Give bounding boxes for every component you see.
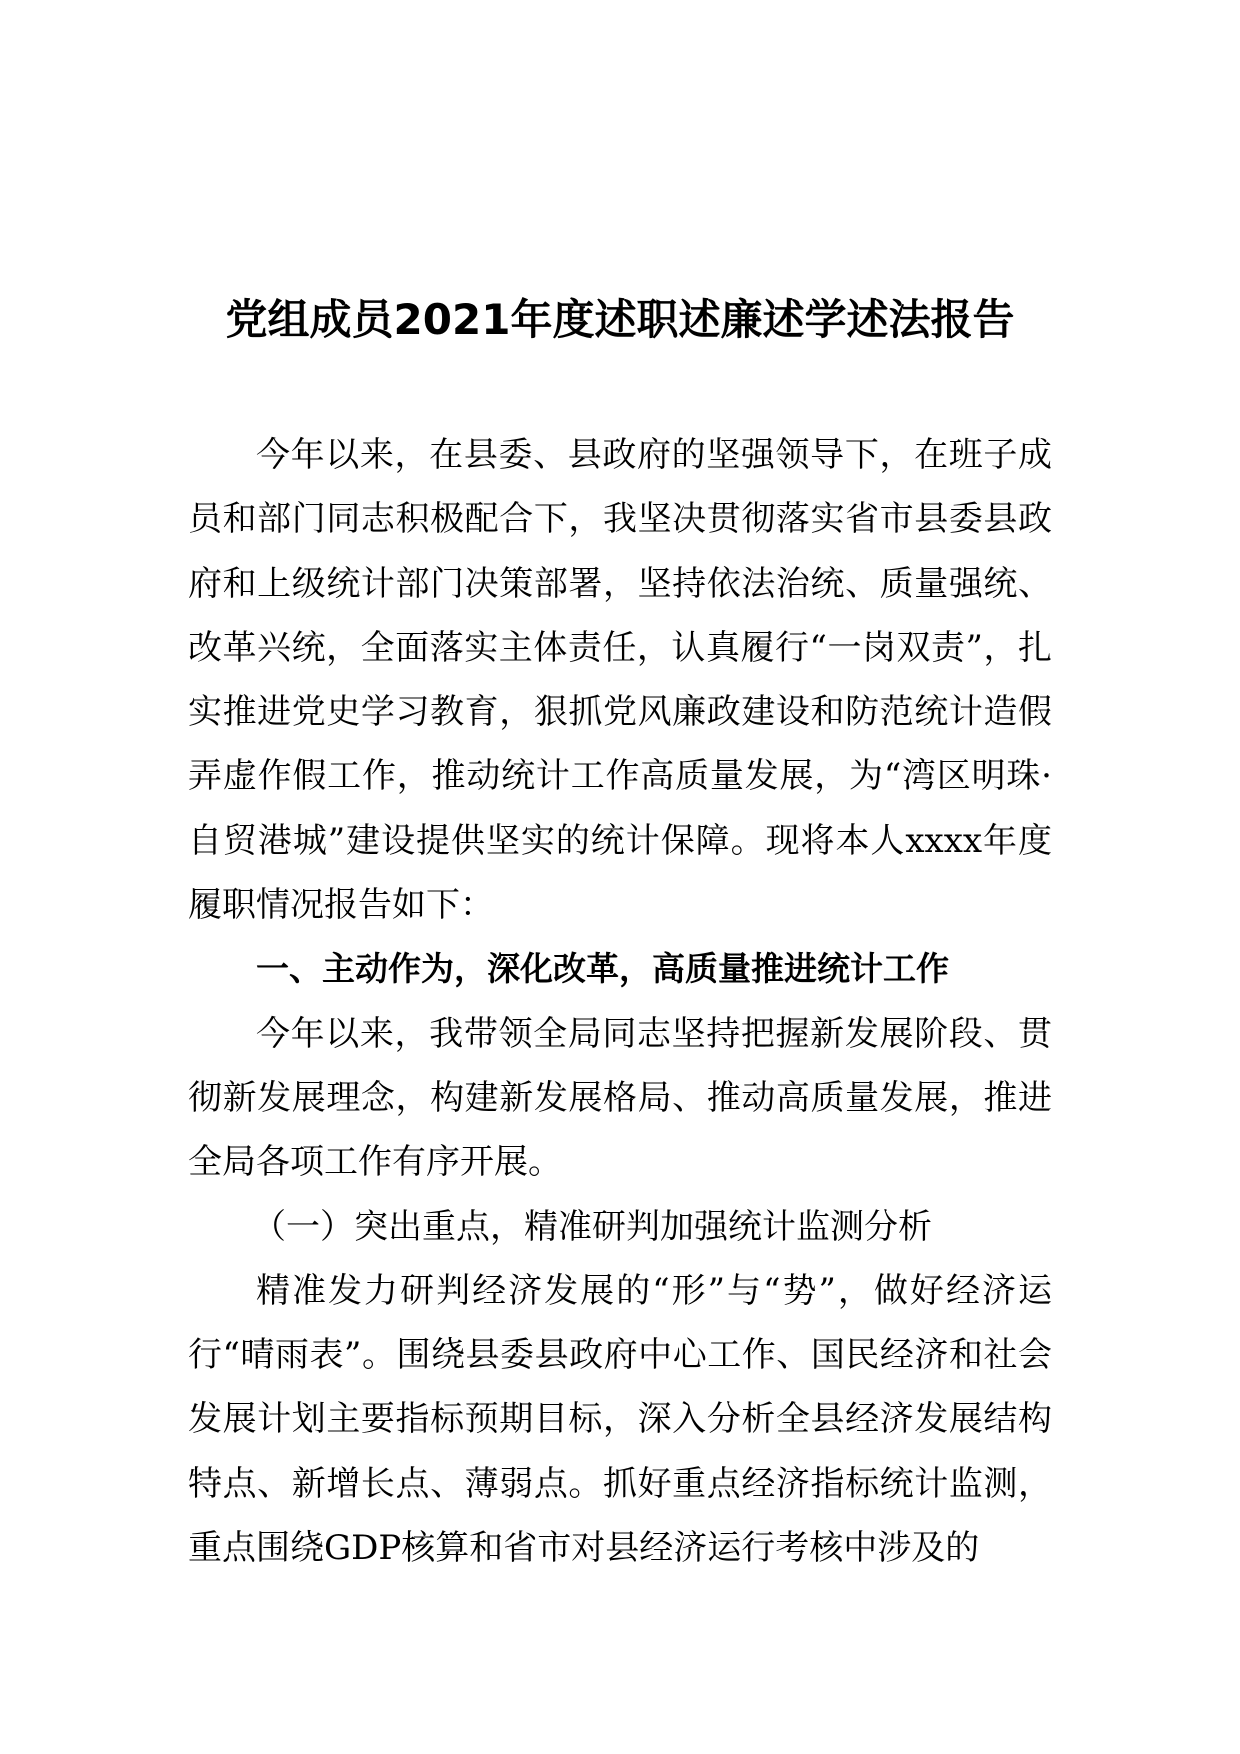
subsection-heading: （一）突出重点，精准研判加强统计监测分析 [252,1206,932,1247]
body-paragraph: 今年以来，在县委、县政府的坚强领导下，在班子成员和部门同志积极配合下，我坚决贯彻落实省市县委县政府和上级统计部门决策部署，坚持依法治统、质量强统、改革兴统，全面落实主体责任，认真履行“一岗双责”，扎实推进党史学习教育，狠抓党风廉政建设和防范统计造假弄虚作假工作，推动统计工作高质量发展，为“湾区明珠·自贸港城”建设提供坚实的统计保障。现将本人xxxx年度履职情况报告如下： [188,435,1052,926]
document-title: 党组成员2021年度述职述廉述学述法报告 [225,295,1015,344]
document-body [188,423,1052,1580]
body-paragraph: 精准发力研判经济发展的“形”与“势”，做好经济运行“晴雨表”。围绕县委县政府中心工作、国民经济和社会发展计划主要指标预期目标，深入分析全县经济发展结构特点、新增长点、薄弱点。抓好重点经济指标统计监测，重点围绕GDP核算和省市对县经济运行考核中涉及的 [188,1270,1052,1569]
body-paragraph: 今年以来，我带领全局同志坚持把握新发展阶段、贯彻新发展理念，构建新发展格局、推动高质量发展，推进全局各项工作有序开展。 [188,1013,1052,1183]
section-heading: 一、主动作为，深化改革，高质量推进统计工作 [256,949,949,989]
